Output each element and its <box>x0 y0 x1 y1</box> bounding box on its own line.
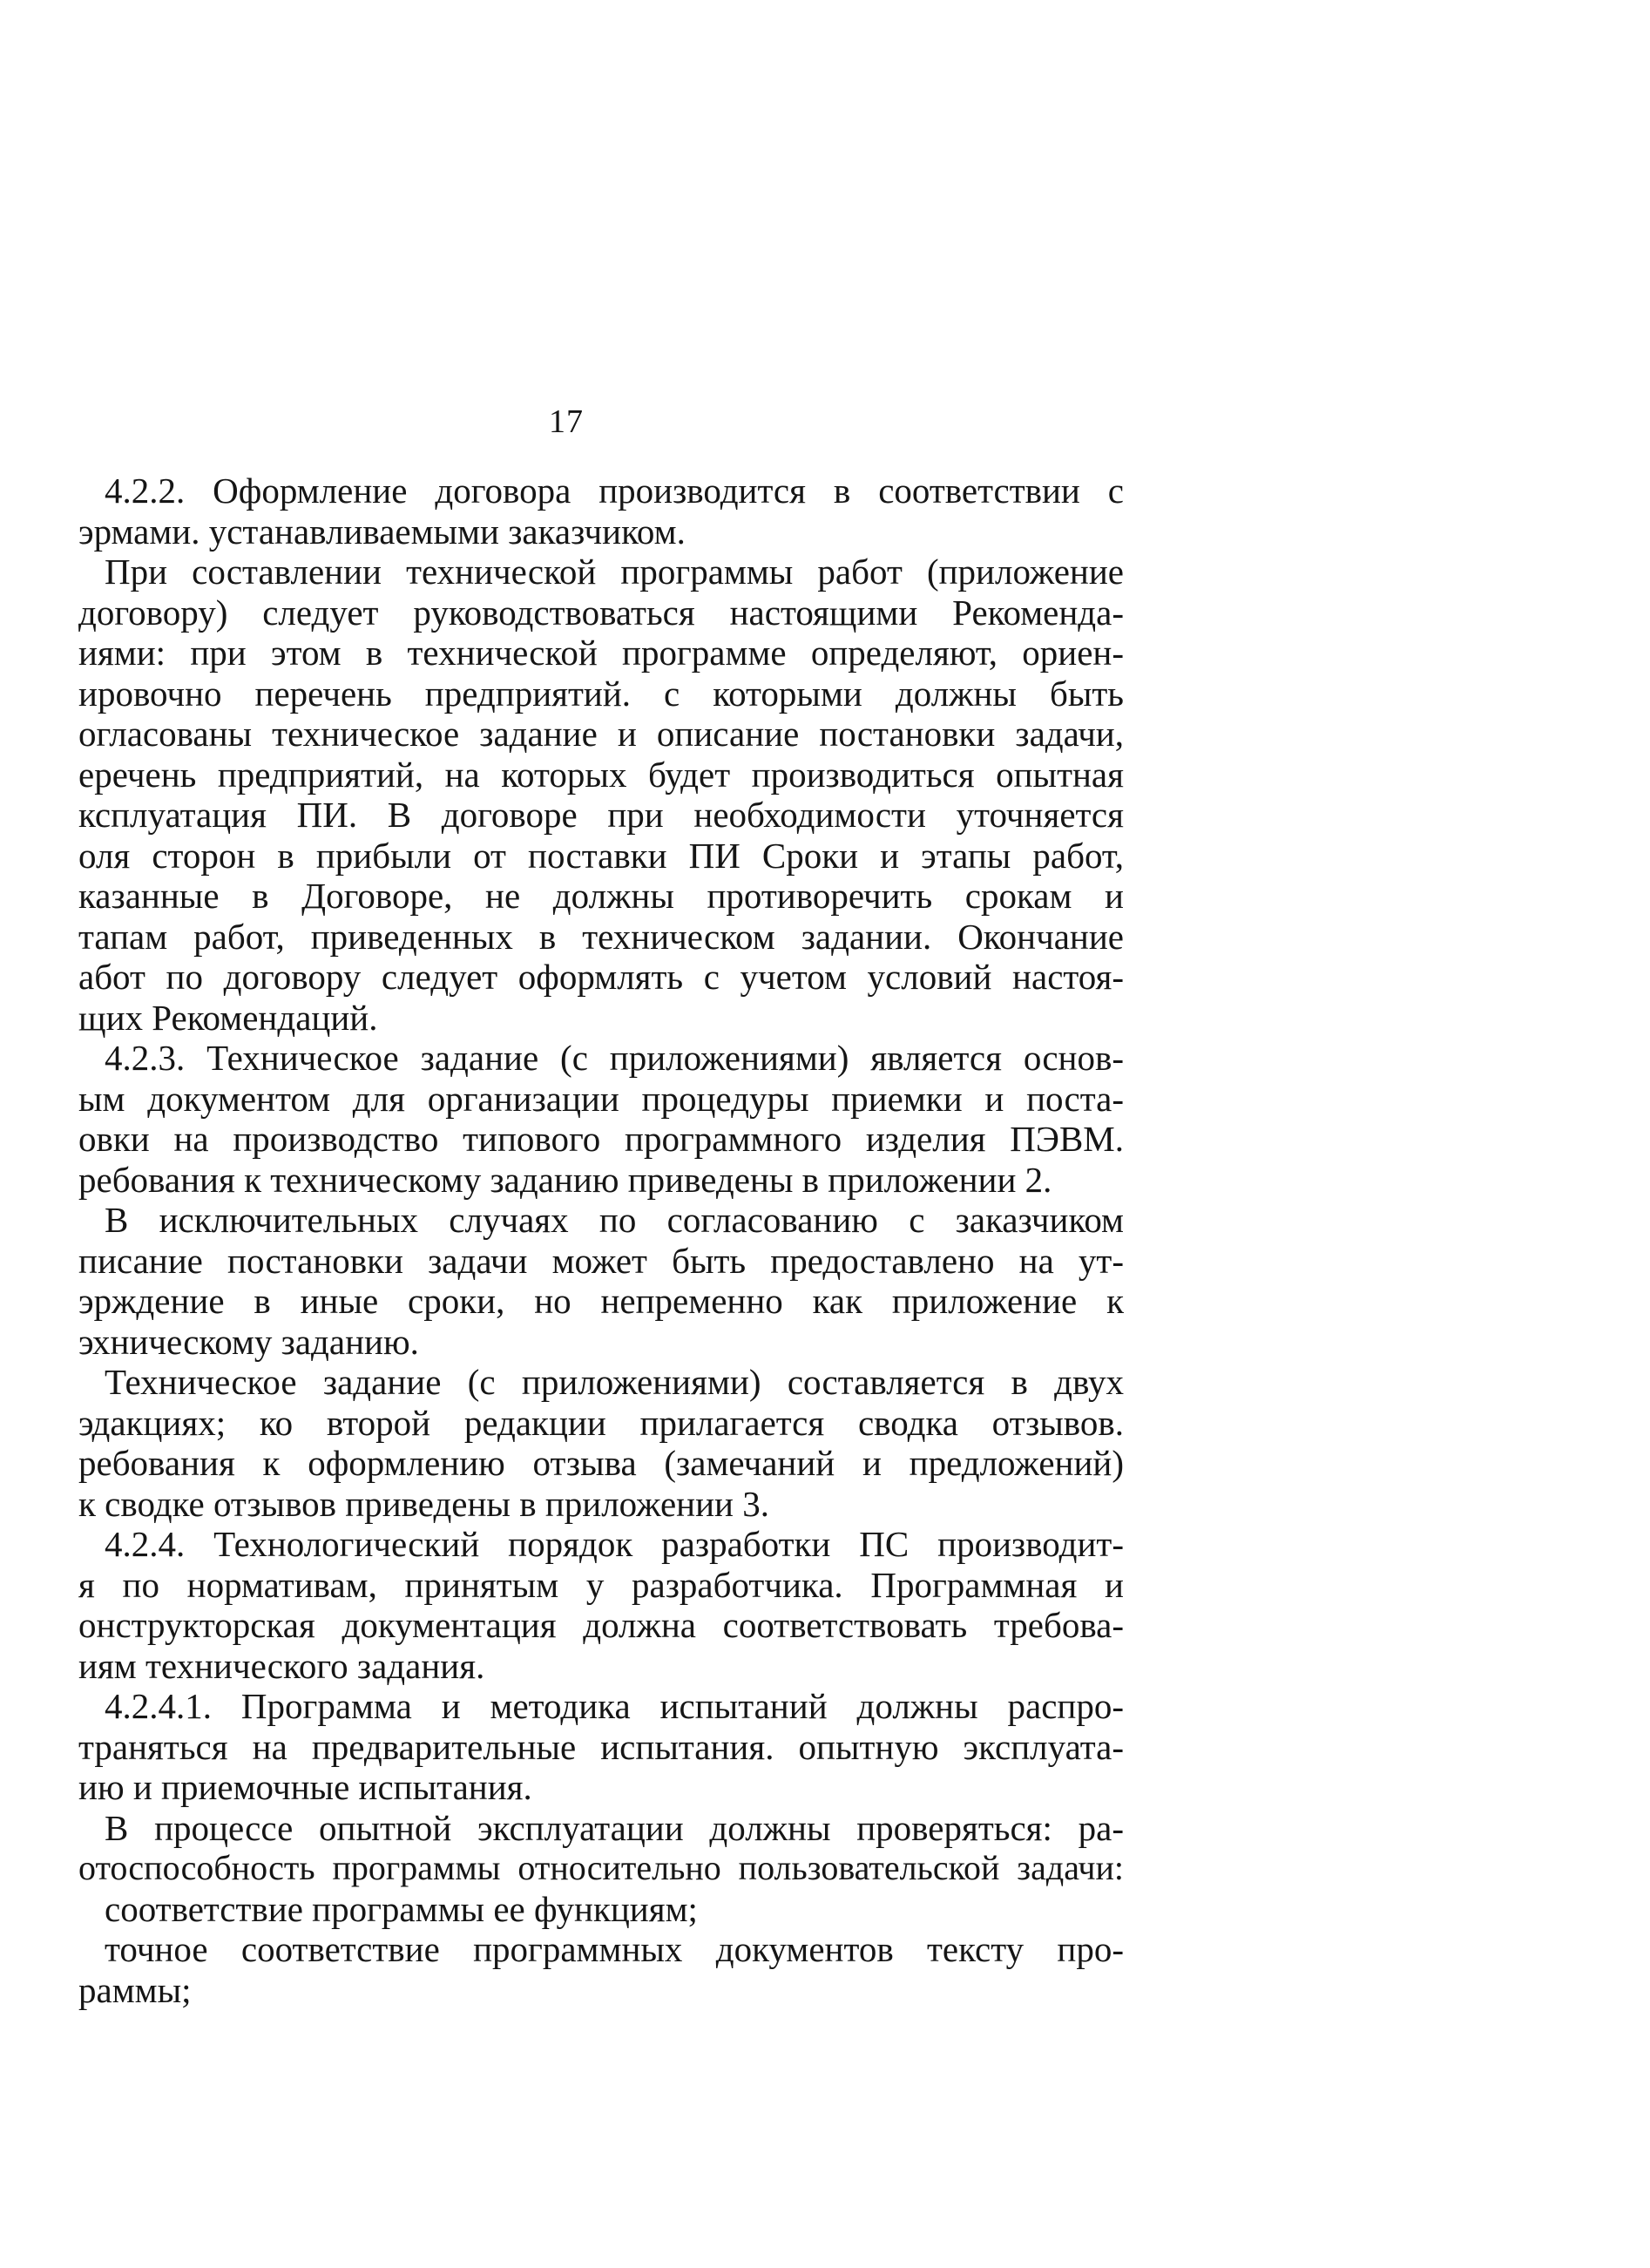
text-line: еречень предприятий, на которых будет производиться опытная <box>78 754 1124 795</box>
text-line: точное соответствие программных документов тексту про- <box>105 1929 1124 1969</box>
text-line: ребования к оформлению отзыва (замечаний и предложений) <box>78 1443 1124 1483</box>
text-line: 4.2.4. Технологический порядок разработки ПС производит- <box>105 1524 1124 1564</box>
text-line: В процессе опытной эксплуатации должны проверяться: ра- <box>105 1807 1124 1848</box>
text-line: эрждение в иные сроки, но непременно как приложение к <box>78 1281 1124 1321</box>
text-line: иями: при этом в технической программе определяют, ориен- <box>78 633 1124 673</box>
text-line: раммы; <box>78 1969 192 2010</box>
text-line: абот по договору следует оформлять с учетом условий настоя- <box>78 957 1124 997</box>
text-line: овки на производство типового программного изделия ПЭВМ. <box>78 1119 1124 1159</box>
text-line: эрмами. устанавливаемыми заказчиком. <box>78 511 686 552</box>
text-line: 4.2.4.1. Программа и методика испытаний должны распро- <box>105 1686 1124 1726</box>
document-body <box>78 471 1124 2010</box>
text-line: Техническое задание (с приложениями) составляется в двух <box>105 1362 1124 1402</box>
text-line: казанные в Договоре, не должны противоречить срокам и <box>78 876 1124 916</box>
text-line: иям технического задания. <box>78 1645 485 1686</box>
text-line: траняться на предварительные испытания. опытную эксплуата- <box>78 1726 1124 1767</box>
text-line: я по нормативам, принятым у разработчика. Программная и <box>78 1564 1124 1605</box>
text-line: щих Рекомендаций. <box>78 997 378 1038</box>
text-line: писание постановки задачи может быть предоставлено на ут- <box>78 1240 1124 1281</box>
text-line: оля сторон в прибыли от поставки ПИ Сроки и этапы работ, <box>78 835 1124 876</box>
text-line: 4.2.3. Техническое задание (с приложениями) является основ- <box>105 1038 1124 1078</box>
text-line: ировочно перечень предприятий. с которыми должны быть <box>78 673 1124 714</box>
text-line: договору) следует руководствоваться настоящими Рекоменда- <box>78 592 1124 633</box>
text-line: ребования к техническому заданию приведены в приложении 2. <box>78 1159 1052 1200</box>
text-line: ым документом для организации процедуры приемки и поста- <box>78 1078 1124 1119</box>
text-line: В исключительных случаях по согласованию с заказчиком <box>105 1200 1124 1240</box>
text-line: огласованы техническое задание и описание постановки задачи, <box>78 714 1124 754</box>
text-line: онструкторская документация должна соответствовать требова- <box>78 1605 1124 1645</box>
text-line: ксплуатация ПИ. В договоре при необходимости уточняется <box>78 795 1124 835</box>
text-line: При составлении технической программы работ (приложение <box>105 552 1124 592</box>
text-line: отоспособность программы относительно пользовательской задачи: <box>78 1848 1124 1887</box>
text-line: эдакциях; ко второй редакции прилагается сводка отзывов. <box>78 1402 1124 1443</box>
page-number: 17 <box>549 403 584 440</box>
text-line: к сводке отзывов приведены в приложении 3. <box>78 1483 769 1524</box>
text-line: тапам работ, приведенных в техническом задании. Окончание <box>78 916 1124 957</box>
text-line: эхническому заданию. <box>78 1321 419 1362</box>
text-line: соответствие программы ее функциям; <box>105 1888 698 1929</box>
text-line: ию и приемочные испытания. <box>78 1767 532 1807</box>
text-line: 4.2.2. Оформление договора производится в соответствии с <box>105 471 1124 511</box>
